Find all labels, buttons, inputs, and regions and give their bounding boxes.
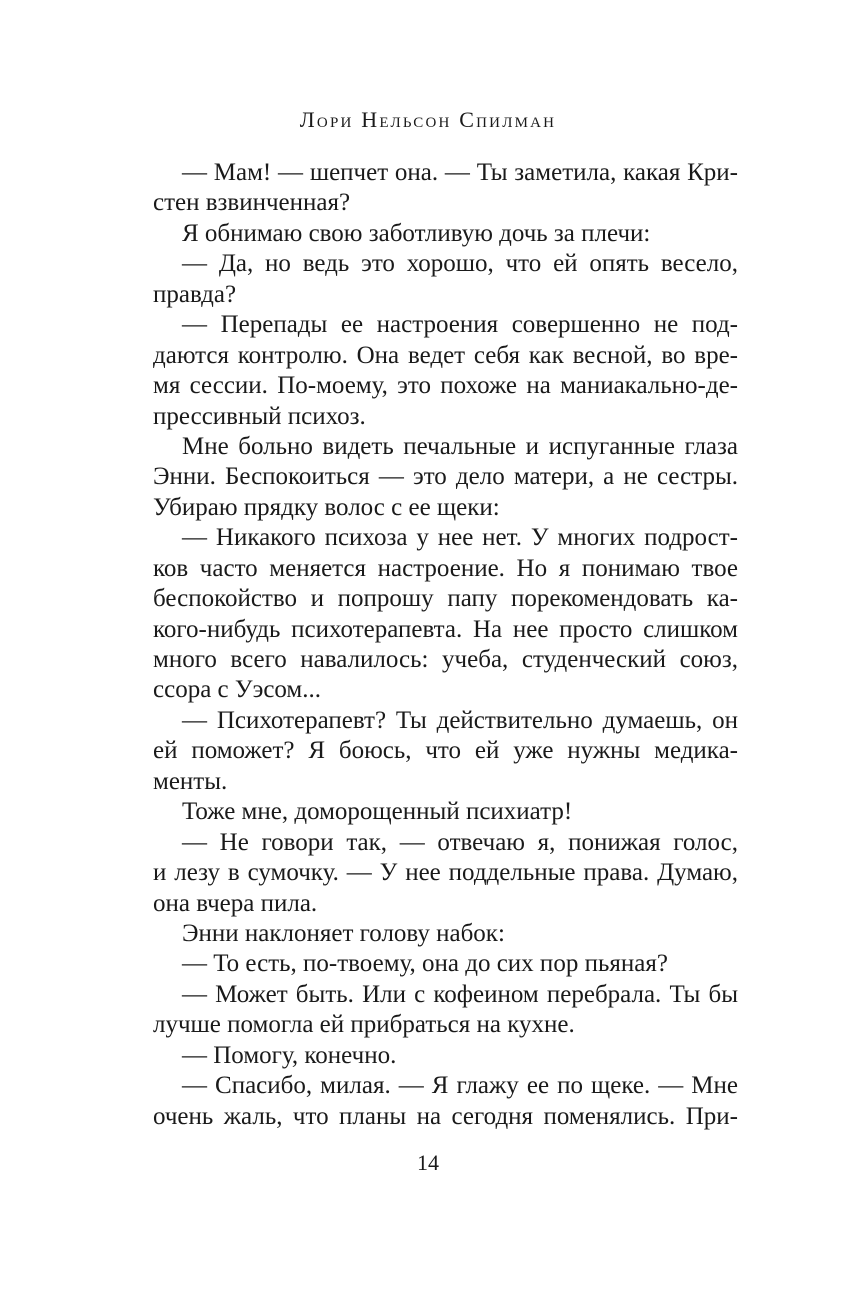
text-line: — Мам! — шепчет она. — Ты заметила, какая Кри-: [182, 159, 738, 186]
text-line: Энни наклоняет голову набок:: [182, 919, 505, 947]
text-line: стен взвинченная?: [153, 189, 351, 217]
text-line: — Может быть. Или с кофеином перебрала. Ты бы: [182, 980, 738, 1008]
text-line: — Да, но ведь это хорошо, что ей опять весело,: [182, 250, 738, 278]
text-line: Энни. Беспокоиться — это дело матери, а не сестры.: [153, 463, 738, 491]
text-line: — Психотерапевт? Ты действительно думаешь, он: [182, 706, 738, 734]
text-line: Убираю прядку волос с ее щеки:: [153, 493, 500, 521]
body-text: [153, 158, 738, 1132]
text-line: — То есть, по-твоему, она до сих пор пьяная?: [182, 950, 668, 978]
text-line: и лезу в сумочку. — У нее поддельные права. Думаю,: [153, 859, 738, 887]
text-line: много всего навалилось: учеба, студенческий союз,: [153, 646, 738, 673]
text-line: она вчера пила.: [153, 889, 318, 917]
text-line: Тоже мне, доморощенный психиатр!: [182, 798, 573, 826]
text-line: беспокойство и попрошу папу порекомендовать ка-: [153, 585, 738, 613]
text-line: прессивный психоз.: [153, 402, 366, 430]
text-line: лучше помогла ей прибраться на кухне.: [153, 1011, 575, 1039]
page-number: 14: [417, 1150, 439, 1175]
text-line: кого-нибудь психотерапевта. На нее просто слишком: [153, 615, 738, 643]
text-line: ков часто меняется настроение. Но я понимаю твое: [153, 554, 738, 582]
text-line: — Никакого психоза у нее нет. У многих подрост-: [182, 524, 738, 552]
text-line: менты.: [153, 767, 228, 795]
text-line: — Спасибо, милая. — Я глажу ее по щеке. — Мне: [182, 1072, 738, 1100]
text-line: ей поможет? Я боюсь, что ей уже нужны медика-: [153, 737, 738, 765]
text-line: мя сессии. По-моему, это похоже на маниакально-де-: [153, 372, 738, 400]
text-line: — Помогу, конечно.: [182, 1041, 397, 1069]
running-header: Лори Нельсон Спилман: [299, 107, 557, 132]
text-line: Мне больно видеть печальные и испуганные глаза: [182, 432, 738, 460]
text-line: даются контролю. Она ведет себя как весной, во вре-: [153, 341, 738, 369]
text-line: Я обнимаю свою заботливую дочь за плечи:: [182, 219, 651, 247]
text-line: — Перепады ее настроения совершенно не под-: [182, 311, 738, 339]
text-line: правда?: [153, 280, 237, 308]
text-line: — Не говори так, — отвечаю я, понижая голос,: [182, 828, 738, 856]
text-line: очень жаль, что планы на сегодня поменялись. При-: [153, 1102, 738, 1130]
text-line: ссора с Уэсом...: [153, 676, 322, 704]
